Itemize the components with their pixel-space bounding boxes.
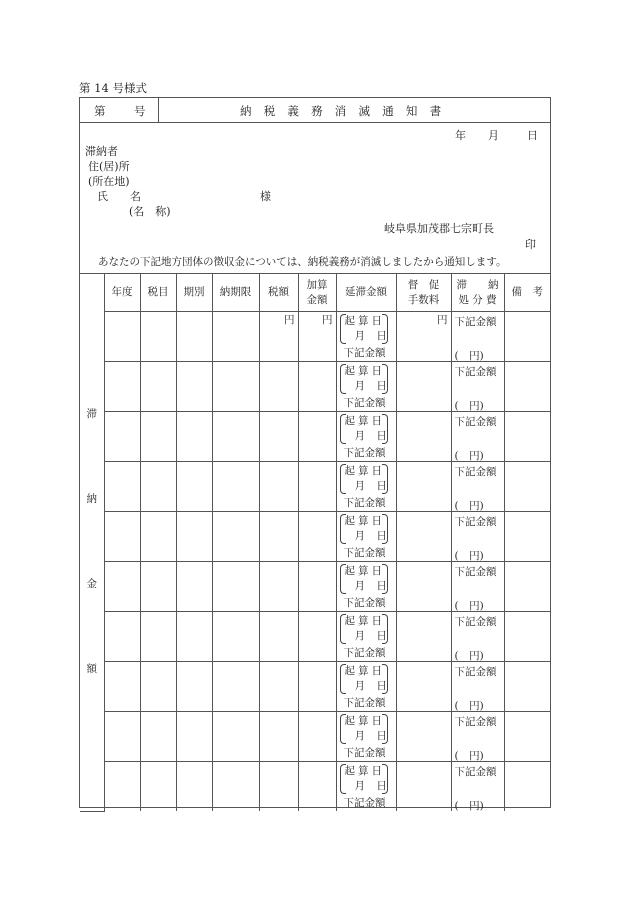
cell-due-date[interactable]	[212, 562, 259, 612]
cell-additional-amount[interactable]	[298, 662, 336, 712]
cell-period[interactable]	[176, 712, 212, 762]
table-row	[80, 462, 550, 512]
cell-tax-item[interactable]	[140, 512, 176, 562]
number-suffix: 号	[134, 104, 146, 118]
amount-below-label: 下記金額	[454, 666, 497, 678]
yen-unit: 円	[437, 314, 448, 326]
corp-name-label: (名 称)	[129, 205, 171, 218]
start-date-label: 起算日	[344, 365, 385, 377]
document-title: 納税義務消滅通知書	[240, 104, 454, 118]
date-month: 月	[488, 129, 499, 142]
cell-remarks[interactable]	[504, 512, 550, 562]
document-number-cell	[80, 98, 159, 122]
amount-below-label: 下記金額	[343, 597, 386, 609]
cell-tax-amount[interactable]	[259, 412, 298, 462]
cell-remarks[interactable]	[504, 662, 550, 712]
header-period: 期別	[176, 274, 212, 312]
amount-below-label: 下記金額	[454, 716, 497, 728]
cell-delay-amount[interactable]	[336, 562, 396, 612]
cell-disposal-cost[interactable]	[451, 412, 504, 462]
table-header-row	[80, 274, 550, 312]
table-row	[80, 512, 550, 562]
cell-additional-amount[interactable]	[298, 562, 336, 612]
header-due-date: 納期限	[212, 274, 259, 312]
cell-remarks[interactable]	[504, 312, 550, 362]
amount-below-label: 下記金額	[454, 616, 497, 628]
cell-period[interactable]	[176, 762, 212, 812]
cell-remarks[interactable]	[504, 612, 550, 662]
cell-delay-amount[interactable]	[336, 512, 396, 562]
cell-due-date[interactable]	[212, 612, 259, 662]
header-year: 年度	[104, 274, 140, 312]
cell-due-date[interactable]	[212, 312, 259, 362]
cell-delay-amount[interactable]	[336, 412, 396, 462]
cell-tax-amount[interactable]	[259, 562, 298, 612]
cell-year[interactable]	[104, 662, 140, 712]
month-day-label: 月 日	[354, 780, 387, 792]
cell-tax-item[interactable]	[140, 412, 176, 462]
amount-below-label: 下記金額	[343, 797, 386, 809]
yen-paren: ( 円)	[454, 700, 484, 712]
yen-paren: ( 円)	[454, 500, 484, 512]
amount-below-label: 下記金額	[454, 316, 497, 328]
start-date-label: 起算日	[344, 665, 385, 677]
cell-tax-amount[interactable]	[259, 712, 298, 762]
issuer-name: 岐阜県加茂郡七宗町長	[384, 222, 494, 235]
cell-remarks[interactable]	[504, 412, 550, 462]
cell-delay-amount[interactable]	[336, 712, 396, 762]
cell-tax-amount[interactable]	[259, 762, 298, 812]
amount-below-label: 下記金額	[454, 566, 497, 578]
side-label: 滞 納 金 額	[80, 274, 104, 811]
amount-below-label: 下記金額	[343, 347, 386, 359]
month-day-label: 月 日	[354, 530, 387, 542]
cell-year[interactable]	[104, 412, 140, 462]
yen-paren: ( 円)	[454, 800, 484, 811]
cell-tax-item[interactable]	[140, 462, 176, 512]
month-day-label: 月 日	[354, 380, 387, 392]
cell-disposal-cost[interactable]	[451, 462, 504, 512]
yen-paren: ( 円)	[454, 600, 484, 612]
address-section	[80, 123, 550, 274]
amount-below-label: 下記金額	[343, 697, 386, 709]
cell-due-date[interactable]	[212, 662, 259, 712]
cell-remarks[interactable]	[504, 562, 550, 612]
cell-disposal-cost[interactable]	[451, 712, 504, 762]
yen-paren: ( 円)	[454, 350, 484, 362]
cell-due-date[interactable]	[212, 412, 259, 462]
cell-year[interactable]	[104, 512, 140, 562]
amount-below-label: 下記金額	[454, 466, 497, 478]
cell-additional-amount[interactable]	[298, 612, 336, 662]
cell-reminder-fee[interactable]	[396, 412, 451, 462]
amount-below-label: 下記金額	[343, 647, 386, 659]
address-label: 住(居)所	[88, 160, 130, 173]
cell-year[interactable]	[104, 612, 140, 662]
table-row	[80, 412, 550, 462]
cell-period[interactable]	[176, 612, 212, 662]
cell-delay-amount[interactable]	[336, 462, 396, 512]
month-day-label: 月 日	[354, 580, 387, 592]
cell-tax-item[interactable]	[140, 612, 176, 662]
cell-reminder-fee[interactable]	[396, 512, 451, 562]
header-delay-amount: 延滞金額	[336, 274, 396, 312]
cell-disposal-cost[interactable]	[451, 562, 504, 612]
cell-year[interactable]	[104, 362, 140, 412]
name-label: 氏 名	[97, 190, 141, 203]
cell-tax-amount[interactable]	[259, 362, 298, 412]
amount-below-label: 下記金額	[343, 447, 386, 459]
month-day-label: 月 日	[354, 330, 387, 342]
amount-below-label: 下記金額	[454, 416, 497, 428]
table-row	[80, 712, 550, 762]
start-date-label: 起算日	[344, 765, 385, 777]
cell-due-date[interactable]	[212, 362, 259, 412]
month-day-label: 月 日	[354, 730, 387, 742]
month-day-label: 月 日	[354, 480, 387, 492]
cell-additional-amount[interactable]	[298, 412, 336, 462]
notice-text: あなたの下記地方団体の徴収金については、納税義務が消滅しましたから通知します。	[98, 256, 507, 268]
date-year: 年	[455, 129, 466, 142]
table-row	[80, 662, 550, 712]
start-date-label: 起算日	[344, 415, 385, 427]
cell-year[interactable]	[104, 762, 140, 812]
seal-mark: 印	[525, 238, 536, 251]
cell-tax-amount[interactable]	[259, 462, 298, 512]
start-date-label: 起算日	[344, 315, 385, 327]
honorific: 様	[260, 190, 271, 203]
yen-unit: 円	[284, 314, 295, 326]
cell-reminder-fee[interactable]	[396, 712, 451, 762]
arrears-table	[80, 274, 550, 812]
cell-disposal-cost[interactable]	[451, 362, 504, 412]
start-date-label: 起算日	[344, 615, 385, 627]
cell-remarks[interactable]	[504, 362, 550, 412]
cell-tax-item[interactable]	[140, 762, 176, 812]
yen-paren: ( 円)	[454, 750, 484, 762]
notice-form	[79, 97, 551, 811]
cell-tax-item[interactable]	[140, 662, 176, 712]
cell-period[interactable]	[176, 412, 212, 462]
date-day: 日	[527, 129, 538, 142]
amount-below-label: 下記金額	[454, 516, 497, 528]
cell-remarks[interactable]	[504, 712, 550, 762]
cell-delay-amount[interactable]	[336, 312, 396, 362]
cell-tax-item[interactable]	[140, 562, 176, 612]
cell-remarks[interactable]	[504, 462, 550, 512]
cell-additional-amount[interactable]	[298, 362, 336, 412]
yen-paren: ( 円)	[454, 550, 484, 562]
cell-remarks[interactable]	[504, 762, 550, 812]
cell-tax-amount[interactable]	[259, 312, 298, 362]
cell-tax-item[interactable]	[140, 362, 176, 412]
table-row	[80, 562, 550, 612]
header-tax-amount: 税額	[259, 274, 298, 312]
cell-year[interactable]	[104, 312, 140, 362]
amount-below-label: 下記金額	[343, 497, 386, 509]
cell-delay-amount[interactable]	[336, 662, 396, 712]
header-remarks: 備 考	[504, 274, 550, 312]
header-tax-item: 税目	[140, 274, 176, 312]
start-date-label: 起算日	[344, 515, 385, 527]
cell-delay-amount[interactable]	[336, 362, 396, 412]
cell-period[interactable]	[176, 362, 212, 412]
amount-below-label: 下記金額	[454, 366, 497, 378]
form-number: 第 14 号様式	[79, 81, 147, 95]
start-date-label: 起算日	[344, 465, 385, 477]
yen-paren: ( 円)	[454, 650, 484, 662]
amount-below-label: 下記金額	[454, 766, 497, 778]
number-prefix: 第	[94, 104, 106, 118]
amount-below-label: 下記金額	[343, 397, 386, 409]
cell-additional-amount[interactable]	[298, 712, 336, 762]
cell-period[interactable]	[176, 562, 212, 612]
cell-additional-amount[interactable]	[298, 462, 336, 512]
table-row	[80, 612, 550, 662]
cell-due-date[interactable]	[212, 462, 259, 512]
cell-reminder-fee[interactable]	[396, 562, 451, 612]
cell-year[interactable]	[104, 712, 140, 762]
cell-additional-amount[interactable]	[298, 762, 336, 812]
cell-tax-item[interactable]	[140, 712, 176, 762]
cell-reminder-fee[interactable]	[396, 462, 451, 512]
header-additional-amount: 加算 金額	[298, 274, 336, 312]
month-day-label: 月 日	[354, 430, 387, 442]
yen-paren: ( 円)	[454, 450, 484, 462]
yen-paren: ( 円)	[454, 400, 484, 412]
cell-additional-amount[interactable]	[298, 512, 336, 562]
header-reminder-fee: 督 促 手数料	[396, 274, 451, 312]
cell-reminder-fee[interactable]	[396, 612, 451, 662]
cell-disposal-cost[interactable]	[451, 512, 504, 562]
cell-due-date[interactable]	[212, 512, 259, 562]
cell-due-date[interactable]	[212, 762, 259, 812]
cell-reminder-fee[interactable]	[396, 662, 451, 712]
cell-due-date[interactable]	[212, 712, 259, 762]
amount-below-label: 下記金額	[343, 747, 386, 759]
yen-unit: 円	[322, 314, 333, 326]
cell-year[interactable]	[104, 562, 140, 612]
table-row	[80, 312, 550, 362]
cell-reminder-fee[interactable]	[396, 312, 451, 362]
amount-below-label: 下記金額	[343, 547, 386, 559]
location-label: (所在地)	[88, 175, 130, 188]
cell-delay-amount[interactable]	[336, 612, 396, 662]
title-row	[80, 98, 550, 123]
taxpayer-label: 滞納者	[85, 145, 118, 158]
cell-tax-amount[interactable]	[259, 512, 298, 562]
cell-tax-item[interactable]	[140, 312, 176, 362]
cell-tax-amount[interactable]	[259, 662, 298, 712]
cell-disposal-cost[interactable]	[451, 762, 504, 812]
start-date-label: 起算日	[344, 565, 385, 577]
cell-delay-amount[interactable]	[336, 762, 396, 812]
cell-reminder-fee[interactable]	[396, 762, 451, 812]
cell-disposal-cost[interactable]	[451, 312, 504, 362]
cell-period[interactable]	[176, 462, 212, 512]
month-day-label: 月 日	[354, 630, 387, 642]
start-date-label: 起算日	[344, 715, 385, 727]
cell-reminder-fee[interactable]	[396, 362, 451, 412]
header-disposal-cost: 滞 納 処 分 費	[451, 274, 504, 312]
table-row	[80, 362, 550, 412]
cell-disposal-cost[interactable]	[451, 662, 504, 712]
cell-tax-amount[interactable]	[259, 612, 298, 662]
cell-disposal-cost[interactable]	[451, 612, 504, 662]
cell-period[interactable]	[176, 312, 212, 362]
table-row	[80, 762, 550, 812]
cell-period[interactable]	[176, 662, 212, 712]
month-day-label: 月 日	[354, 680, 387, 692]
cell-additional-amount[interactable]	[298, 312, 336, 362]
cell-year[interactable]	[104, 462, 140, 512]
cell-period[interactable]	[176, 512, 212, 562]
